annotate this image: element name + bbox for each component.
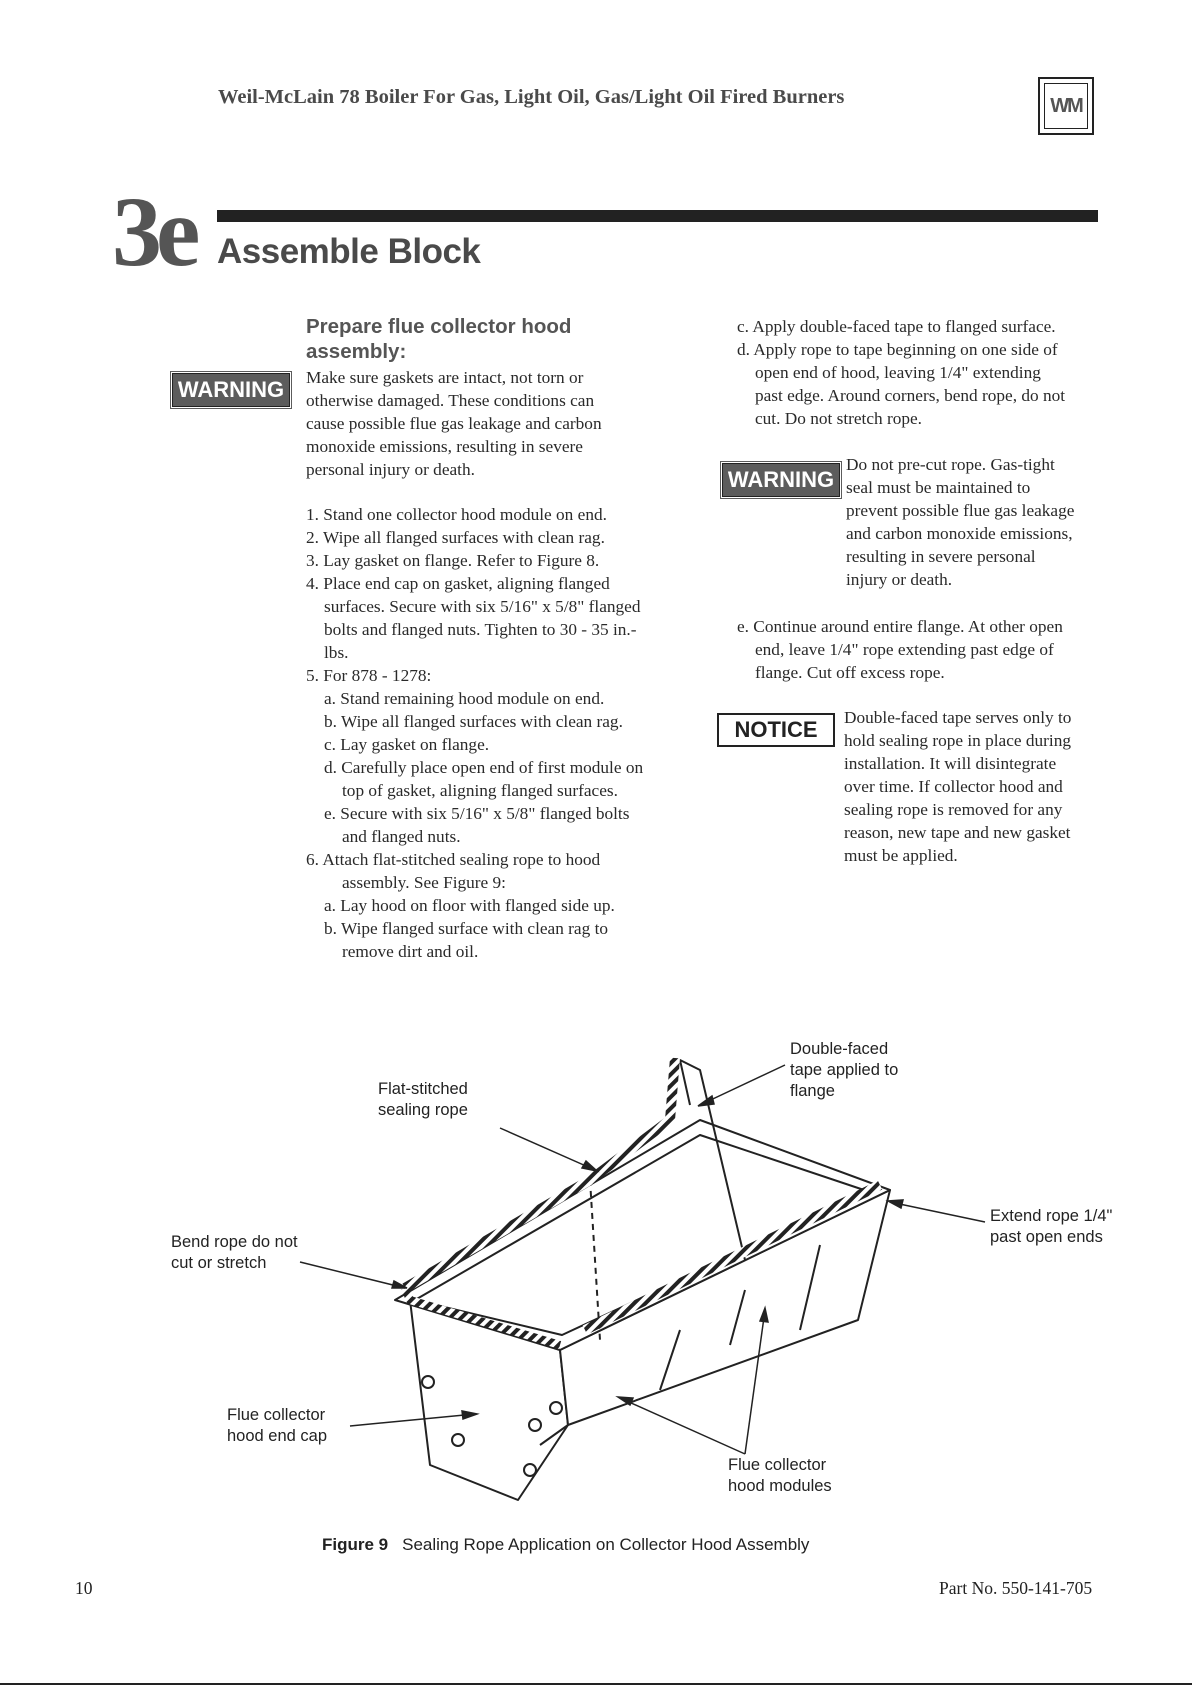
step-item: assembly. See Figure 9: xyxy=(342,873,506,892)
notice-line: reason, new tape and new gasket xyxy=(844,823,1071,842)
label-line: sealing rope xyxy=(378,1101,468,1119)
label-extend-rope xyxy=(990,1206,1112,1248)
step-item: b. Wipe flanged surface with clean rag to xyxy=(324,919,609,938)
page-number: 10 xyxy=(75,1578,93,1598)
label-line: hood end cap xyxy=(227,1427,328,1445)
step-item: past edge. Around corners, bend rope, do not xyxy=(755,386,1066,405)
warning-label: WARNING xyxy=(722,463,840,497)
notice-line: over time. If collector hood and xyxy=(844,777,1063,796)
part-number: Part No. 550-141-705 xyxy=(939,1578,1093,1598)
label-line: Extend rope 1/4" xyxy=(990,1207,1113,1225)
step-item: 4. Place end cap on gasket, aligning flanged xyxy=(306,574,610,593)
warning-line: and carbon monoxide emissions, xyxy=(846,524,1073,543)
warning-line: injury or death. xyxy=(846,570,953,589)
brand-logo-mark: WM xyxy=(1044,83,1088,129)
notice-label: NOTICE xyxy=(717,713,835,747)
notice-line: installation. It will disintegrate xyxy=(844,754,1057,773)
step-item: 2. Wipe all flanged surfaces with clean rag. xyxy=(306,528,605,547)
figure-caption-text: Sealing Rope Application on Collector Hood Assembly xyxy=(402,1535,810,1554)
notice-line: hold sealing rope in place during xyxy=(844,731,1071,750)
label-line: hood modules xyxy=(728,1477,832,1495)
notice-line: must be applied. xyxy=(844,846,958,865)
label-line: Flat-stitched xyxy=(378,1080,468,1098)
step-item: remove dirt and oil. xyxy=(342,942,479,961)
label-line: Flue collector xyxy=(227,1406,326,1424)
label-line: Flue collector xyxy=(728,1456,827,1474)
section-number: 3e xyxy=(112,176,195,287)
warning-line: seal must be maintained to xyxy=(846,478,1031,497)
step-item: 6. Attach flat-stitched sealing rope to hood xyxy=(306,850,601,869)
warning-line: resulting in severe personal xyxy=(846,547,1036,566)
step-item: cut. Do not stretch rope. xyxy=(755,409,923,428)
warning-line: personal injury or death. xyxy=(306,460,475,479)
label-line: cut or stretch xyxy=(171,1254,267,1272)
label-flat-stitched-rope xyxy=(378,1079,468,1121)
warning-line: cause possible flue gas leakage and carbon xyxy=(306,414,602,433)
label-line: tape applied to xyxy=(790,1061,899,1079)
label-line: flange xyxy=(790,1082,835,1100)
subhead-line: Prepare flue collector hood xyxy=(306,315,572,338)
warning-label: WARNING xyxy=(172,373,290,407)
step-item: e. Secure with six 5/16" x 5/8" flanged bolts xyxy=(324,804,630,823)
step-item: end, leave 1/4" rope extending past edge of xyxy=(755,640,1054,659)
section-title: Assemble Block xyxy=(217,232,481,271)
subhead-line: assembly: xyxy=(306,340,407,363)
step-item: b. Wipe all flanged surfaces with clean rag. xyxy=(324,712,623,731)
notice-line: sealing rope is removed for any xyxy=(844,800,1063,819)
label-end-cap xyxy=(227,1405,327,1447)
figure-number: Figure 9 xyxy=(322,1535,389,1554)
step-item: c. Apply double-faced tape to flanged surface. xyxy=(737,317,1056,336)
step-item: top of gasket, aligning flanged surfaces. xyxy=(342,781,618,800)
step-item: open end of hood, leaving 1/4" extending xyxy=(755,363,1041,382)
step-item: 1. Stand one collector hood module on end. xyxy=(306,505,607,524)
label-line: Double-faced xyxy=(790,1040,889,1058)
warning-line: monoxide emissions, resulting in severe xyxy=(306,437,583,456)
notice-line: Double-faced tape serves only to xyxy=(844,708,1072,727)
step-item: bolts and flanged nuts. Tighten to 30 - 35 in.- xyxy=(324,620,637,639)
step-item: flange. Cut off excess rope. xyxy=(755,663,945,682)
warning-line: Do not pre-cut rope. Gas-tight xyxy=(846,455,1055,474)
step-item: a. Stand remaining hood module on end. xyxy=(324,689,605,708)
step-item: and flanged nuts. xyxy=(342,827,461,846)
warning-line: prevent possible flue gas leakage xyxy=(846,501,1075,520)
page-header-title: Weil-McLain 78 Boiler For Gas, Light Oil, Gas/Light Oil Fired Burners xyxy=(218,86,845,108)
label-line: Bend rope do not xyxy=(171,1233,298,1251)
step-item: a. Lay hood on floor with flanged side up. xyxy=(324,896,615,915)
step-item: c. Lay gasket on flange. xyxy=(324,735,490,754)
label-double-faced-tape xyxy=(790,1039,898,1102)
step-item: lbs. xyxy=(324,643,349,662)
step-item: 5. For 878 - 1278: xyxy=(306,666,432,685)
label-bend-rope xyxy=(171,1232,298,1274)
figure-caption xyxy=(322,1535,809,1555)
step-item: d. Apply rope to tape beginning on one side of xyxy=(737,340,1058,359)
step-item: 3. Lay gasket on flange. Refer to Figure 8. xyxy=(306,551,600,570)
label-line: past open ends xyxy=(990,1228,1103,1246)
step-item: e. Continue around entire flange. At other open xyxy=(737,617,1063,636)
warning-line: otherwise damaged. These conditions can xyxy=(306,391,595,410)
warning-line: Make sure gaskets are intact, not torn or xyxy=(306,368,584,387)
label-hood-modules xyxy=(728,1455,832,1497)
step-item: d. Carefully place open end of first module on xyxy=(324,758,644,777)
step-item: surfaces. Secure with six 5/16" x 5/8" flanged xyxy=(324,597,641,616)
